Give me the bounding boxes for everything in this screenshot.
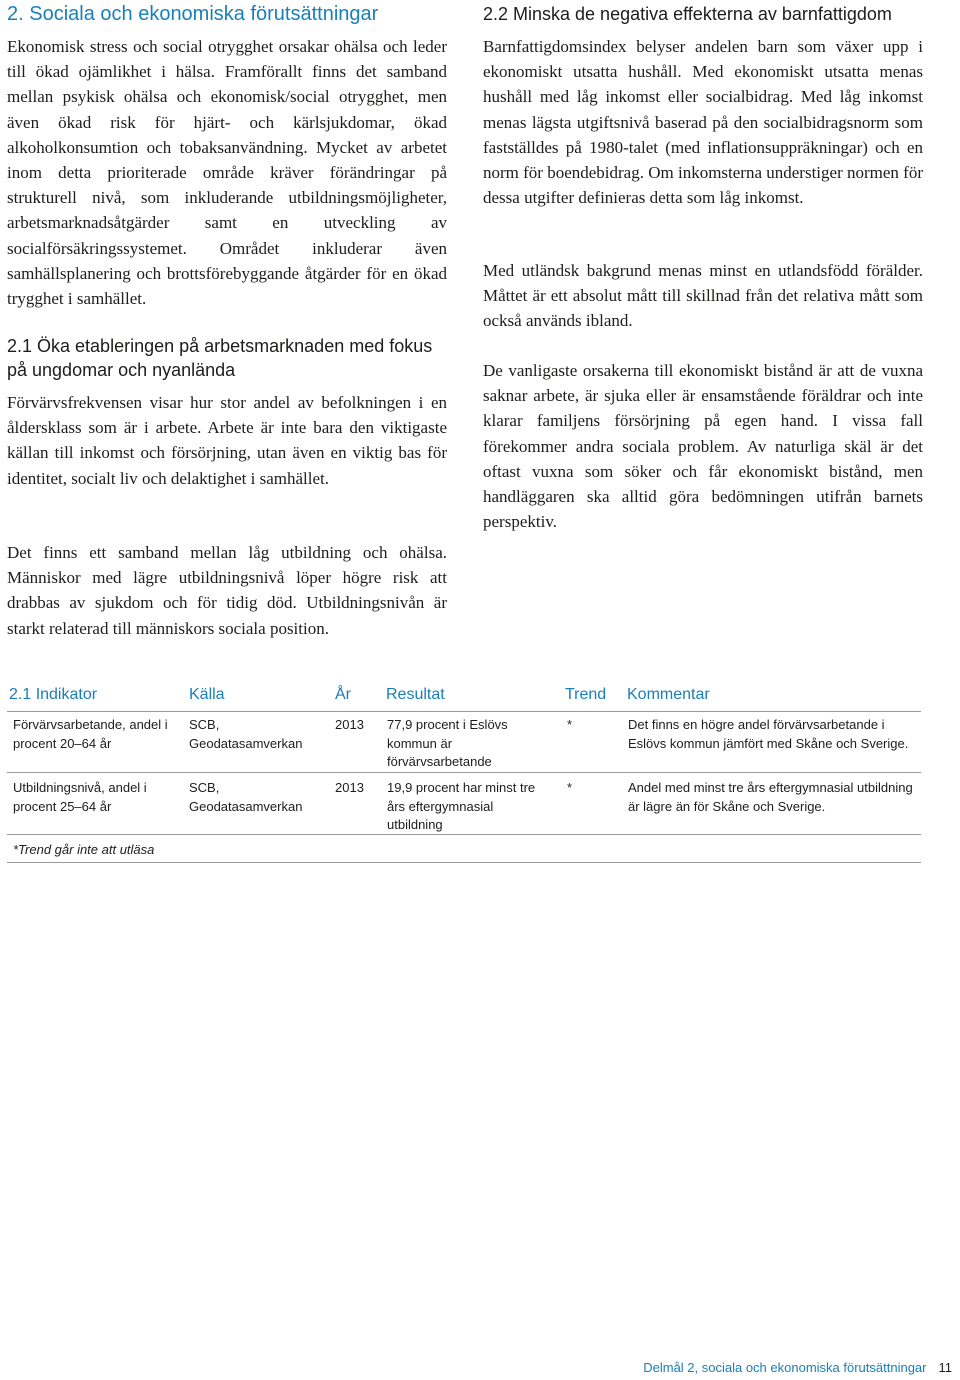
table-header xyxy=(7,684,921,711)
indicator-table xyxy=(7,684,921,857)
header-kommentar: Kommentar xyxy=(627,686,710,703)
table-cell-kommentar: Det finns en högre andel förvärvsarbetande i Eslövs kommun jämfört med Skåne och Sverige. xyxy=(628,717,909,751)
child-poverty-paragraph: Barnfattigdomsindex belyser andelen barn som växer upp i ekonomiskt utsatta hushåll. Med ekonomiskt utsatta menas hushåll med låg inkomst eller socialbidrag. Med låg inkomst menas lägsta utgiftsnivå baserad på den socialbidragsnorm som fastställdes på 1980-talet (med inflationsuppräkningar) och en norm för boendebidrag. Om inkomsterna understiger normen för dessa utgifter definieras detta som låg inkomst. xyxy=(483,37,923,208)
table-cell-indikator: Förvärvsarbetande, andel i procent 20–64 år xyxy=(13,717,168,751)
subsection-heading-2-1: 2.1 Öka etableringen på arbetsmarknaden med fokus på ungdomar och nyanlända xyxy=(7,336,433,380)
economic-aid-paragraph: De vanligaste orsakerna till ekonomiskt bistånd är att de vuxna saknar arbete, är sjuka eller är ensamstående föräldrar och inte klarar familjens försörjning på egen hand. I vissa fall förekommer andra sociala problem. Av naturliga skäl är det oftast vuxna som söker och får ekonomiskt bistånd, men handläggaren ska alltid göra bedömningen utifrån barnets perspektiv. xyxy=(483,361,923,532)
table-cell-resultat: 19,9 procent har minst tre års eftergymnasial utbildning xyxy=(387,780,536,832)
header-kalla: Källa xyxy=(189,686,225,703)
table-cell-ar: 2013 xyxy=(335,780,364,795)
table-rule xyxy=(7,772,921,773)
employment-paragraph: Förvärvsfrekvensen visar hur stor andel av befolkningen i en åldersklass som är i arbete. Arbete är inte bara den viktigaste källan till inkomst och försörjning, utan även en viktig bas för identitet, socialt liv och delaktighet i samhället. xyxy=(7,393,447,488)
header-resultat: Resultat xyxy=(386,686,445,703)
table-cell-resultat: 77,9 procent i Eslövs kommun är förvärvsarbetande xyxy=(387,717,508,769)
table-cell-trend: * xyxy=(567,780,573,795)
subsection-heading-2-2: 2.2 Minska de negativa effekterna av barnfattigdom xyxy=(483,4,892,24)
foreign-background-paragraph: Med utländsk bakgrund menas minst en utlandsfödd förälder. Måttet är ett absolut mått till skillnad från det relativa mått som också används ibland. xyxy=(483,261,923,331)
table-cell-kalla: SCB, Geodatasamverkan xyxy=(189,717,303,751)
page-footer xyxy=(643,1360,952,1375)
page-number: 11 xyxy=(938,1360,952,1375)
table-cell-ar: 2013 xyxy=(335,717,364,732)
header-indikator: 2.1 Indikator xyxy=(9,686,98,703)
table-rule xyxy=(7,834,921,835)
table-cell-indikator: Utbildningsnivå, andel i procent 25–64 år xyxy=(13,780,147,814)
intro-paragraph: Ekonomisk stress och social otrygghet orsakar ohälsa och leder till ökad ojämlikhet i hälsa. Framförallt finns det samband mellan psykisk ohälsa och ekonomisk/social otrygghet, men även ökad risk för hjärt- och kärlsjukdomar, ökad alkoholkonsumtion och tobaksanvändning. Mycket av arbetet inom detta prioriterade område kräver förändringar på strukturell nivå, som inkluderande utbildningsmöjligheter, arbetsmarknadsåtgärder samt en utveckling av socialförsäkringssystemet. Området inkluderar även samhällsplanering och brottsförebyggande åtgärder för en ökad trygghet i samhället. xyxy=(7,37,447,309)
table-footnote: *Trend går inte att utläsa xyxy=(13,842,155,857)
footer-title: Delmål 2, sociala och ekonomiska förutsättningar xyxy=(643,1360,927,1375)
education-paragraph: Det finns ett samband mellan låg utbildning och ohälsa. Människor med lägre utbildningsnivå löper högre risk att drabbas av sjukdom och för tidig död. Utbildningsnivån är starkt relaterad till människors sociala position. xyxy=(7,543,447,638)
section-heading: 2. Sociala och ekonomiska förutsättningar xyxy=(7,3,379,25)
header-trend: Trend xyxy=(565,686,607,703)
table-rule xyxy=(7,862,921,863)
table-cell-kalla: SCB, Geodatasamverkan xyxy=(189,780,303,814)
table-cell-trend: * xyxy=(567,717,573,732)
header-ar: År xyxy=(335,686,351,703)
table-cell-kommentar: Andel med minst tre års eftergymnasial utbildning är lägre än för Skåne och Sverige. xyxy=(628,780,913,814)
table-rule xyxy=(7,711,921,712)
